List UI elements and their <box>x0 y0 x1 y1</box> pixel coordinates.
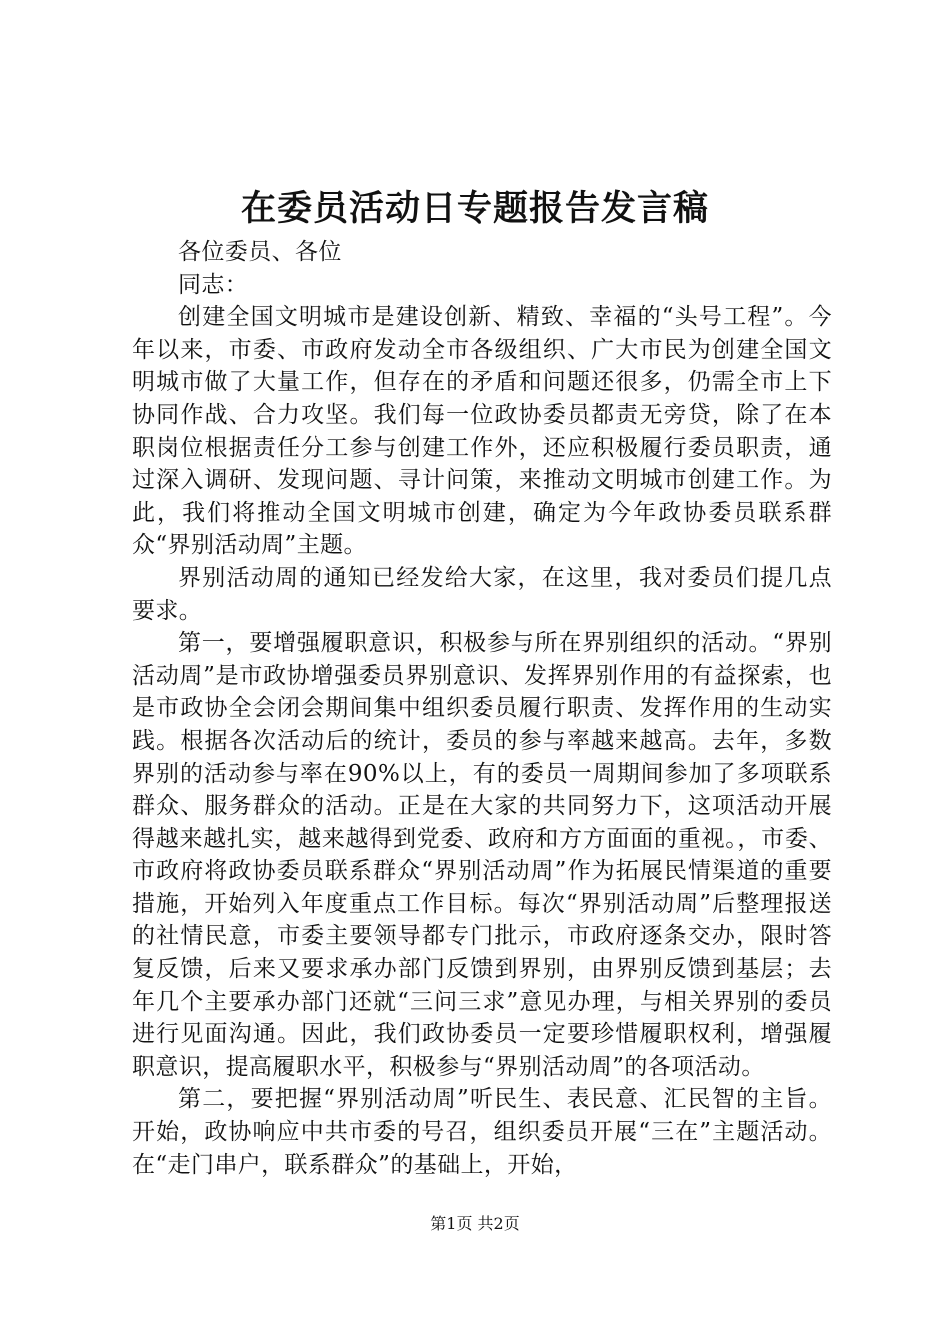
paragraph-2: 界别活动周的通知已经发给大家，在这里，我对委员们提几点要求。 <box>132 564 832 624</box>
paragraph-1: 创建全国文明城市是建设创新、精致、幸福的“头号工程”。今年以来，市委、市政府发动全市各级组织、广大市民为创建全国文明城市做了大量工作，但存在的矛盾和问题还很多，仍需全市上下协同作战、合力攻坚。我们每一位政协委员都责无旁贷，除了在本职岗位根据责任分工参与创建工作外，还应积极履行委员职责，通过深入调研、发现问题、寻计问策，来推动文明城市创建工作。为此，我们将推动全国文明城市创建，确定为今年政协委员联系群众“界别活动周”主题。 <box>132 304 832 559</box>
salutation-line-1: 各位委员、各位 <box>178 239 342 265</box>
paragraph-4: 第二，要把握“界别活动周”听民生、表民意、汇民智的主旨。开始，政协响应中共市委的号召，组织委员开展“三在”主题活动。在“走门串户，联系群众”的基础上，开始， <box>132 1086 832 1178</box>
document-title: 在委员活动日专题报告发言稿 <box>240 188 709 229</box>
page-number-footer: 第1页 共2页 <box>430 1214 520 1233</box>
document-body <box>132 236 832 1181</box>
paragraph-3: 第一，要增强履职意识，积极参与所在界别组织的活动。“界别活动周”是市政协增强委员界别意识、发挥界别作用的有益探索，也是市政协全会闭会期间集中组织委员履行职责、发挥作用的生动实践。根据各次活动后的统计，委员的参与率越来越高。去年，多数界别的活动参与率在90%以上，有的委员一周期间参加了多项联系群众、服务群众的活动。正是在大家的共同努力下，这项活动开展得越来越扎实，越来越得到党委、政府和方方面面的重视。，市委、市政府将政协委员联系群众“界别活动周”作为拓展民情渠道的重要措施，开始列入年度重点工作目标。每次“界别活动周”后整理报送的社情民意，市委主要领导都专门批示，市政府逐条交办，限时答复反馈，后来又要求承办部门反馈到界别，由界别反馈到基层；去年几个主要承办部门还就“三问三求”意见办理，与相关界别的委员进行见面沟通。因此，我们政协委员一定要珍惜履职权利，增强履职意识，提高履职水平，积极参与“界别活动周”的各项活动。 <box>132 630 832 1080</box>
salutation-line-2: 同志： <box>178 271 249 298</box>
